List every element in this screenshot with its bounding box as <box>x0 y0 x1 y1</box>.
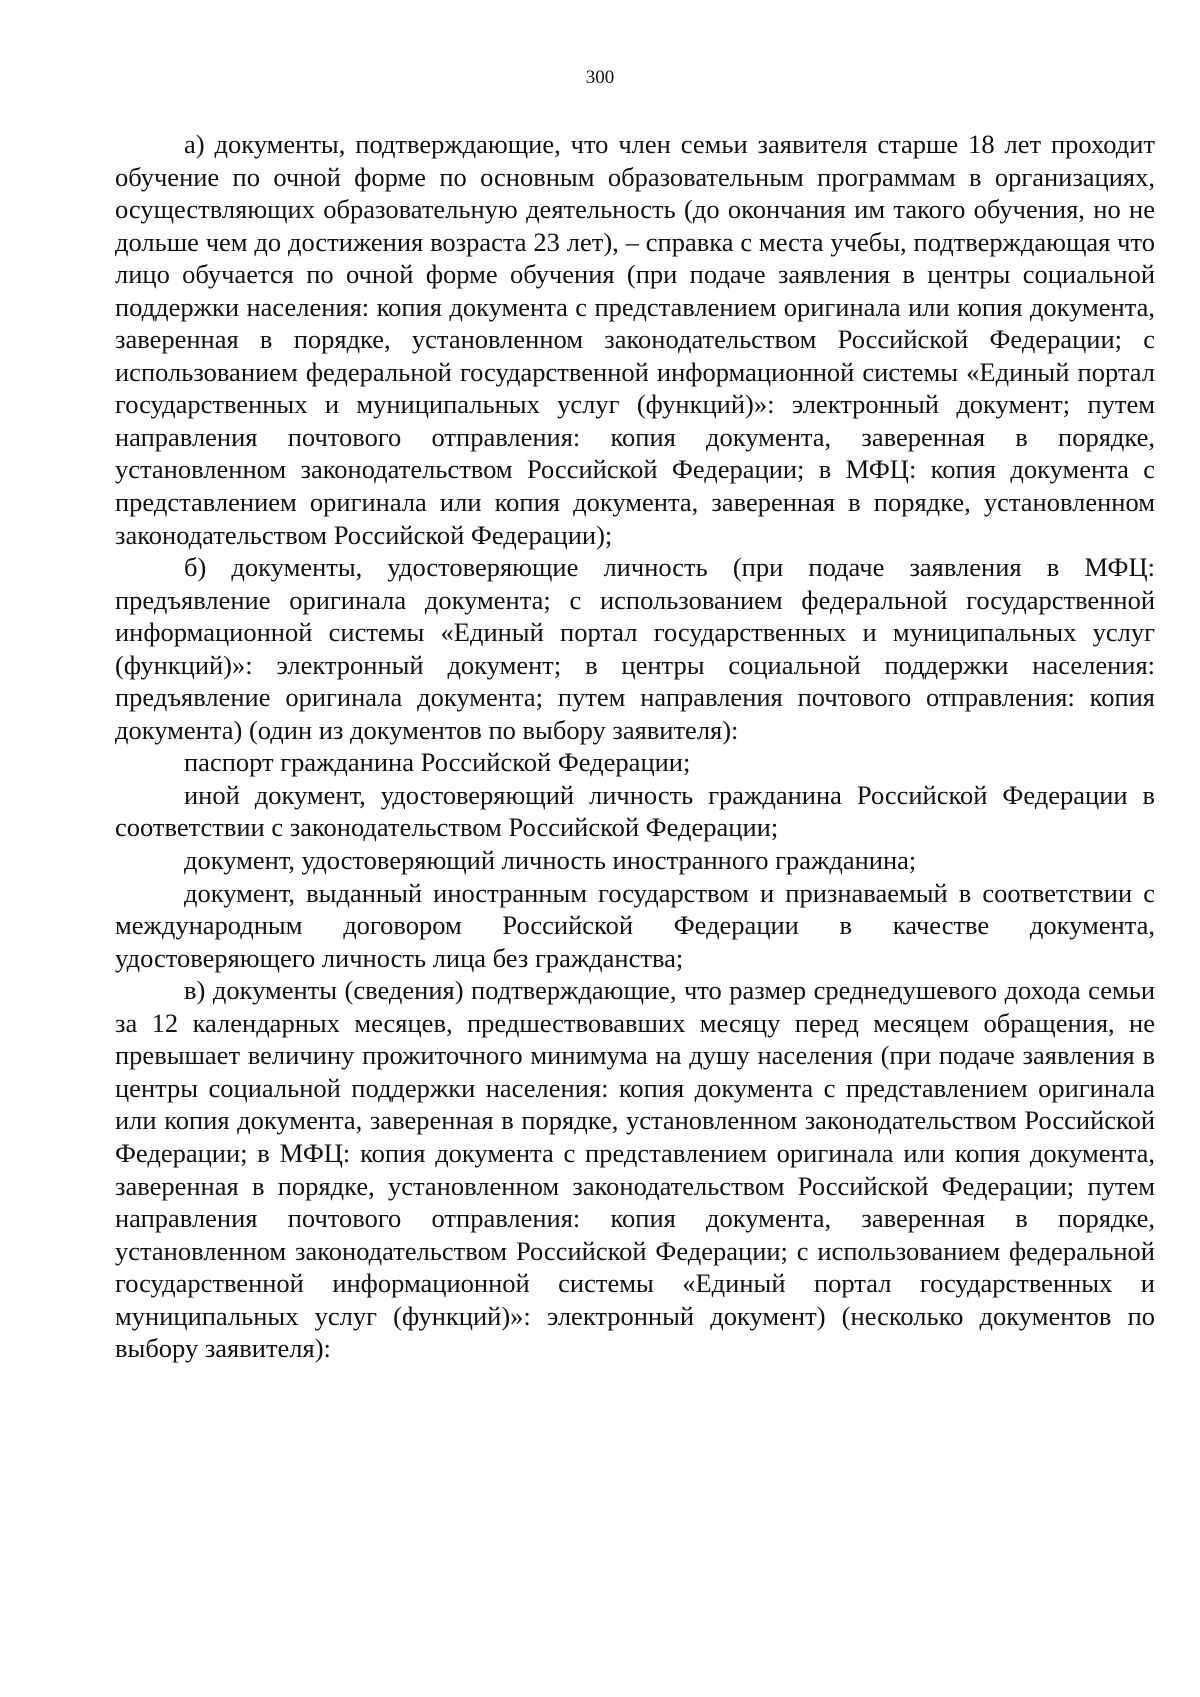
list-item-passport: паспорт гражданина Российской Федерации; <box>184 747 691 778</box>
list-item-stateless-id: документ, выданный иностранным государством и признаваемый в соответствии с международным договором Российской Федерации в качестве документа, удостоверяющего личность лица без гражданства; <box>115 877 1155 973</box>
paragraph-b: б) документы, удостоверяющие личность (при подаче заявления в МФЦ: предъявление оригинала документа; с использованием федеральной государственной информационной системы «Единый портал государственных и муниципальных услуг (функций)»: электронный документ; в центры социальной поддержки населения: предъявление оригинала документа; путем направления почтового отправления: копия документа) (один из документов по выбору заявителя): <box>115 552 1155 745</box>
page-number: 300 <box>585 67 615 88</box>
paragraph-a: а) документы, подтверждающие, что член семьи заявителя старше 18 лет проходит обучение по очной форме по основным образовательным программам в организациях, осуществляющих образовательную деятельность (до окончания им такого обучения, но не дольше чем до достижения возраста 23 лет), – справка с места учебы, подтверждающая что лицо обучается по очной форме обучения (при подаче заявления в центры социальной поддержки населения: копия документа с представлением оригинала или копия документа, заверенная в порядке, установленном законодательством Российской Федерации; с использованием федеральной государственной информационной системы «Единый портал государственных и муниципальных услуг (функций)»: электронный документ; путем направления почтового отправления: копия документа, заверенная в порядке, установленном законодательством Российской Федерации; в МФЦ: копия документа с представлением оригинала или копия документа, заверенная в порядке, установленном законодательством Российской Федерации); <box>115 129 1155 550</box>
list-item-other-id: иной документ, удостоверяющий личность гражданина Российской Федерации в соответствии с законодательством Российской Федерации; <box>115 779 1155 843</box>
document-body <box>115 128 1155 1365</box>
paragraph-v: в) документы (сведения) подтверждающие, что размер среднедушевого дохода семьи за 12 календарных месяцев, предшествовавших месяцу перед месяцем обращения, не превышает величину прожиточного минимума на душу населения (при подаче заявления в центры социальной поддержки населения: копия документа с представлением оригинала или копия документа, заверенная в порядке, установленном законодательством Российской Федерации; в МФЦ: копия документа с представлением оригинала или копия документа, заверенная в порядке, установленном законодательством Российской Федерации; путем направления почтового отправления: копия документа, заверенная в порядке, установленном законодательством Российской Федерации; с использованием федеральной государственной информационной системы «Единый портал государственных и муниципальных услуг (функций)»: электронный документ) (несколько документов по выбору заявителя): <box>115 975 1155 1364</box>
list-item-foreign-id: документ, удостоверяющий личность иностранного гражданина; <box>184 845 917 876</box>
